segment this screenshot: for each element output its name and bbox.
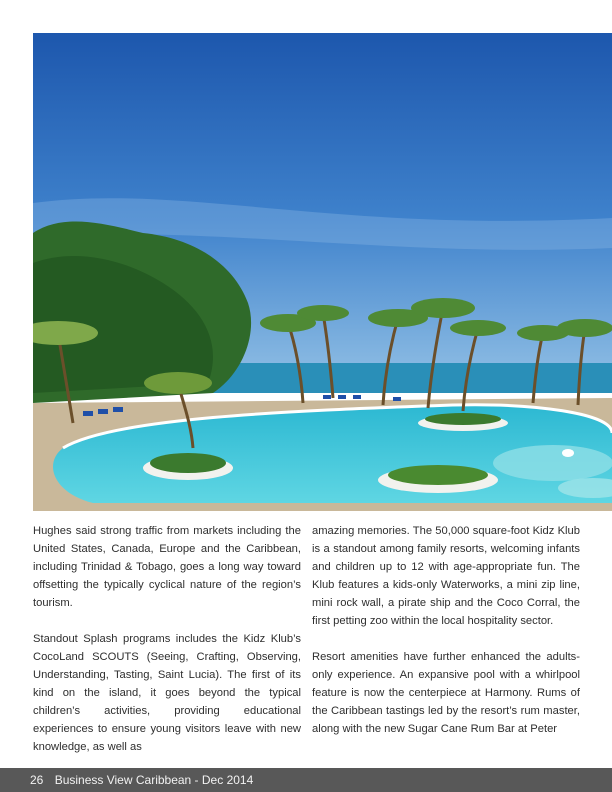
page-footer [0, 768, 612, 792]
publication-name: Business View Caribbean - Dec 2014 [54, 773, 254, 787]
paragraph: amazing memories. The 50,000 square-foot Kidz Klub is a standout among family resorts, welcoming infants and children up to 12 with age-appropriate fun. The Klub features a kids-only Waterworks, a mini zip line, mini rock wall, a pirate ship and the Coco Corral, the first petting zoo within the local hospitality sector. [312, 525, 580, 627]
article-column-left [33, 522, 301, 774]
resort-pool-photo [33, 33, 612, 511]
paragraph: Resort amenities have further enhanced the adults-only experience. An expansive pool with a whirlpool feature is now the centerpiece at Harmony. Rums of the Caribbean tastings led by the resort’s rum master, along with the new Sugar Cane Rum Bar at Peter [312, 651, 580, 735]
page-number: 26 [30, 773, 44, 787]
article-column-right [312, 522, 580, 756]
paragraph: Hughes said strong traffic from markets including the United States, Canada, Europe and the Caribbean, including Trinidad & Tobago, goes a long way toward offsetting the typically cyclical nature of the region’s tourism. [33, 525, 301, 609]
paragraph: Standout Splash programs includes the Kidz Klub’s CocoLand SCOUTS (Seeing, Crafting, Observing, Understanding, Tasting, Saint Lucia). The first of its kind on the island, it goes beyond the typical children’s activities, providing educational experiences to ensure young visitors leave with new knowledge, as well as [33, 633, 301, 753]
